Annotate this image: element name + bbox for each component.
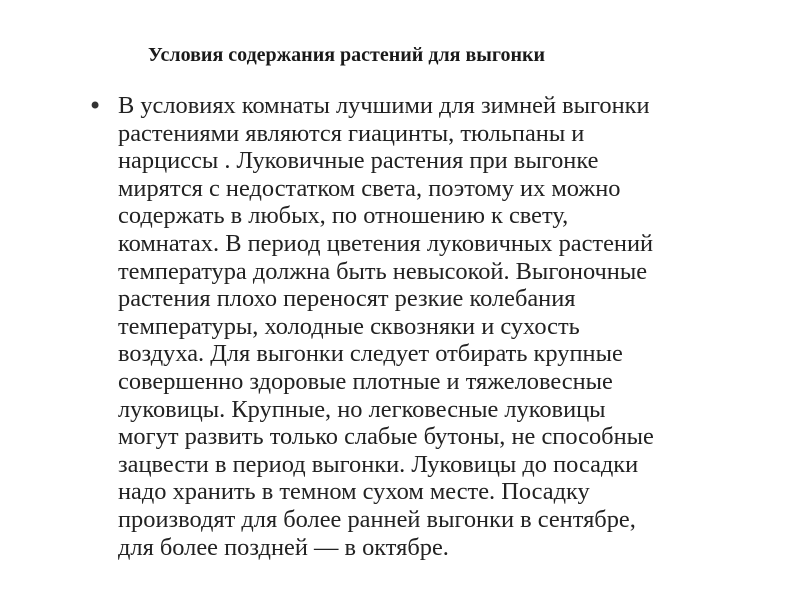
text-line: нарциссы . Луковичные растения при выгонке xyxy=(118,147,599,175)
bullet-list xyxy=(88,92,788,561)
text-line: содержать в любых, по отношению к свету, xyxy=(118,202,569,230)
text-line: зацвести в период выгонки. Луковицы до посадки xyxy=(118,450,639,478)
text-line: могут развить только слабые бутоны, не способные xyxy=(118,423,654,451)
text-line: для более поздней — в октябре. xyxy=(118,533,449,561)
text-line: совершенно здоровые плотные и тяжеловесные xyxy=(118,367,613,395)
text-line: надо хранить в темном сухом месте. Посадку xyxy=(118,478,590,506)
bullet-text xyxy=(118,92,788,561)
slide-title: Условия содержания растений для выгонки xyxy=(148,44,546,66)
bullet-item xyxy=(88,92,788,561)
text-line: растения плохо переносят резкие колебания xyxy=(118,285,576,313)
text-line: воздуха. Для выгонки следует отбирать крупные xyxy=(118,340,623,368)
text-line: температура должна быть невысокой. Выгоночные xyxy=(118,257,648,285)
text-line: комнатах. В период цветения луковичных растений xyxy=(118,229,654,257)
text-line: температуры, холодные сквозняки и сухость xyxy=(118,312,580,340)
text-line: луковицы. Крупные, но легковесные луковицы xyxy=(118,395,606,423)
bullet-icon: • xyxy=(88,92,103,120)
text-line: растениями являются гиацинты, тюльпаны и xyxy=(118,119,585,147)
text-line: производят для более ранней выгонки в сентябре, xyxy=(118,505,636,533)
text-line: В условиях комнаты лучшими для зимней выгонки xyxy=(118,92,650,119)
text-line: мирятся с недостатком света, поэтому их можно xyxy=(118,174,621,202)
